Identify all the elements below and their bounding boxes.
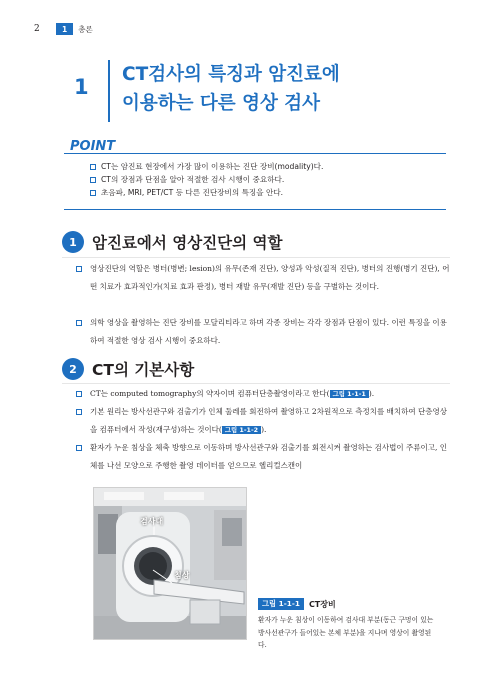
figure-caption-heading [258, 598, 336, 610]
figure-caption-title: CT장비 [308, 599, 336, 609]
paragraph [90, 260, 452, 296]
checkbox-bullet-icon [76, 266, 82, 272]
paragraph [90, 385, 452, 403]
section-heading [74, 60, 340, 122]
ct-scanner-photo [93, 487, 247, 640]
heading-line: 이용하는 다른 영상 검사 [122, 93, 321, 114]
paragraph-text: 영상진단의 역할은 병터(병변; lesion)의 유무(존재 진단), 양성과 악성(질적 진단), 병터의 진행(병기 진단), 어떤 치료가 효과적인가(치료 효과 판정), 병터 재발 유무(재발 진단) 등을 구별하는 것이다. [90, 264, 450, 291]
running-header [34, 22, 93, 36]
section-heading-number: 1 [74, 75, 89, 99]
checkbox-bullet-icon [90, 190, 96, 196]
point-label: POINT [70, 139, 116, 154]
point-item-text: 초음파, MRI, PET/CT 등 다른 진단장비의 특징을 안다. [101, 188, 284, 197]
section-heading-title [122, 60, 340, 122]
checkbox-bullet-icon [76, 391, 82, 397]
figure-caption-text: 환자가 누운 침상이 이동하여 검사대 부분(동근 구멍이 있는 방사선관구가 들어있는 본체 부분)을 지나며 영상이 촬영된다. [258, 616, 434, 649]
subsection-heading [62, 231, 282, 253]
paragraph-text: 기본 원리는 방사선관구와 검출기가 인체 둘레를 회전하여 촬영하고 2차원적으로 측정치를 배치하여 단층영상을 컴퓨터에서 작성(재구성)하는 것이다( [90, 407, 448, 434]
point-item-text: CT의 장점과 단점을 알아 적절한 검사 시행이 중요하다. [101, 175, 285, 184]
page-number: 2 [34, 24, 40, 34]
checkbox-bullet-icon [90, 164, 96, 170]
photo-label-couch: 침상 [174, 571, 190, 580]
figure-number-badge: 그림 1-1-1 [258, 598, 304, 610]
point-item [90, 173, 323, 186]
paragraph-text: ). [368, 389, 375, 398]
photo-label-gantry: 검사대 [140, 517, 164, 526]
paragraph-text: 환자가 누운 침상을 체축 방향으로 이동하며 방사선관구와 검출기를 회전시켜 촬영하는 검사법이 주류이고, 인체를 나선 모양으로 주행한 촬영 데이터를 얻으므로 헬리컬스캔이 [90, 443, 448, 470]
subsection-number-badge: 1 [62, 231, 84, 253]
chapter-number-badge: 1 [56, 23, 73, 35]
paragraph-text: CT는 computed tomography의 약자이며 컴퓨터단층촬영이라고 한다( [90, 389, 330, 398]
point-item [90, 160, 323, 173]
subsection-title: CT의 기본사항 [92, 361, 195, 379]
paragraph-text: ). [261, 425, 267, 434]
point-item-text: CT는 암진료 현장에서 가장 많이 이용하는 진단 장비(modality)다. [101, 162, 324, 171]
point-item [90, 186, 323, 199]
paragraph [90, 314, 452, 350]
checkbox-bullet-icon [90, 177, 96, 183]
figure-reference-link[interactable]: 그림 1-1-1 [330, 390, 369, 398]
subsection-underline [62, 257, 450, 258]
subsection-heading [62, 358, 194, 380]
checkbox-bullet-icon [76, 320, 82, 326]
subsection-underline [62, 383, 450, 384]
paragraph [90, 403, 452, 439]
chapter-title: 총론 [78, 24, 93, 34]
ct-scanner-illustration [94, 488, 247, 640]
heading-divider [108, 60, 110, 122]
checkbox-bullet-icon [76, 445, 82, 451]
subsection-title: 암진료에서 영상진단의 역할 [92, 234, 283, 252]
figure-reference-link[interactable]: 그림 1-1-2 [222, 426, 261, 434]
subsection-number-badge: 2 [62, 358, 84, 380]
heading-line: CT검사의 특징과 암진료에 [122, 64, 340, 85]
point-list [90, 160, 323, 199]
checkbox-bullet-icon [76, 409, 82, 415]
paragraph-text: 의학 영상을 촬영하는 진단 장비를 모달리티라고 하며 각종 장비는 각각 장점과 단점이 있다. 이런 특징을 이용하여 적절한 영상 검사 시행이 중요하다. [90, 318, 447, 345]
paragraph [90, 439, 452, 475]
